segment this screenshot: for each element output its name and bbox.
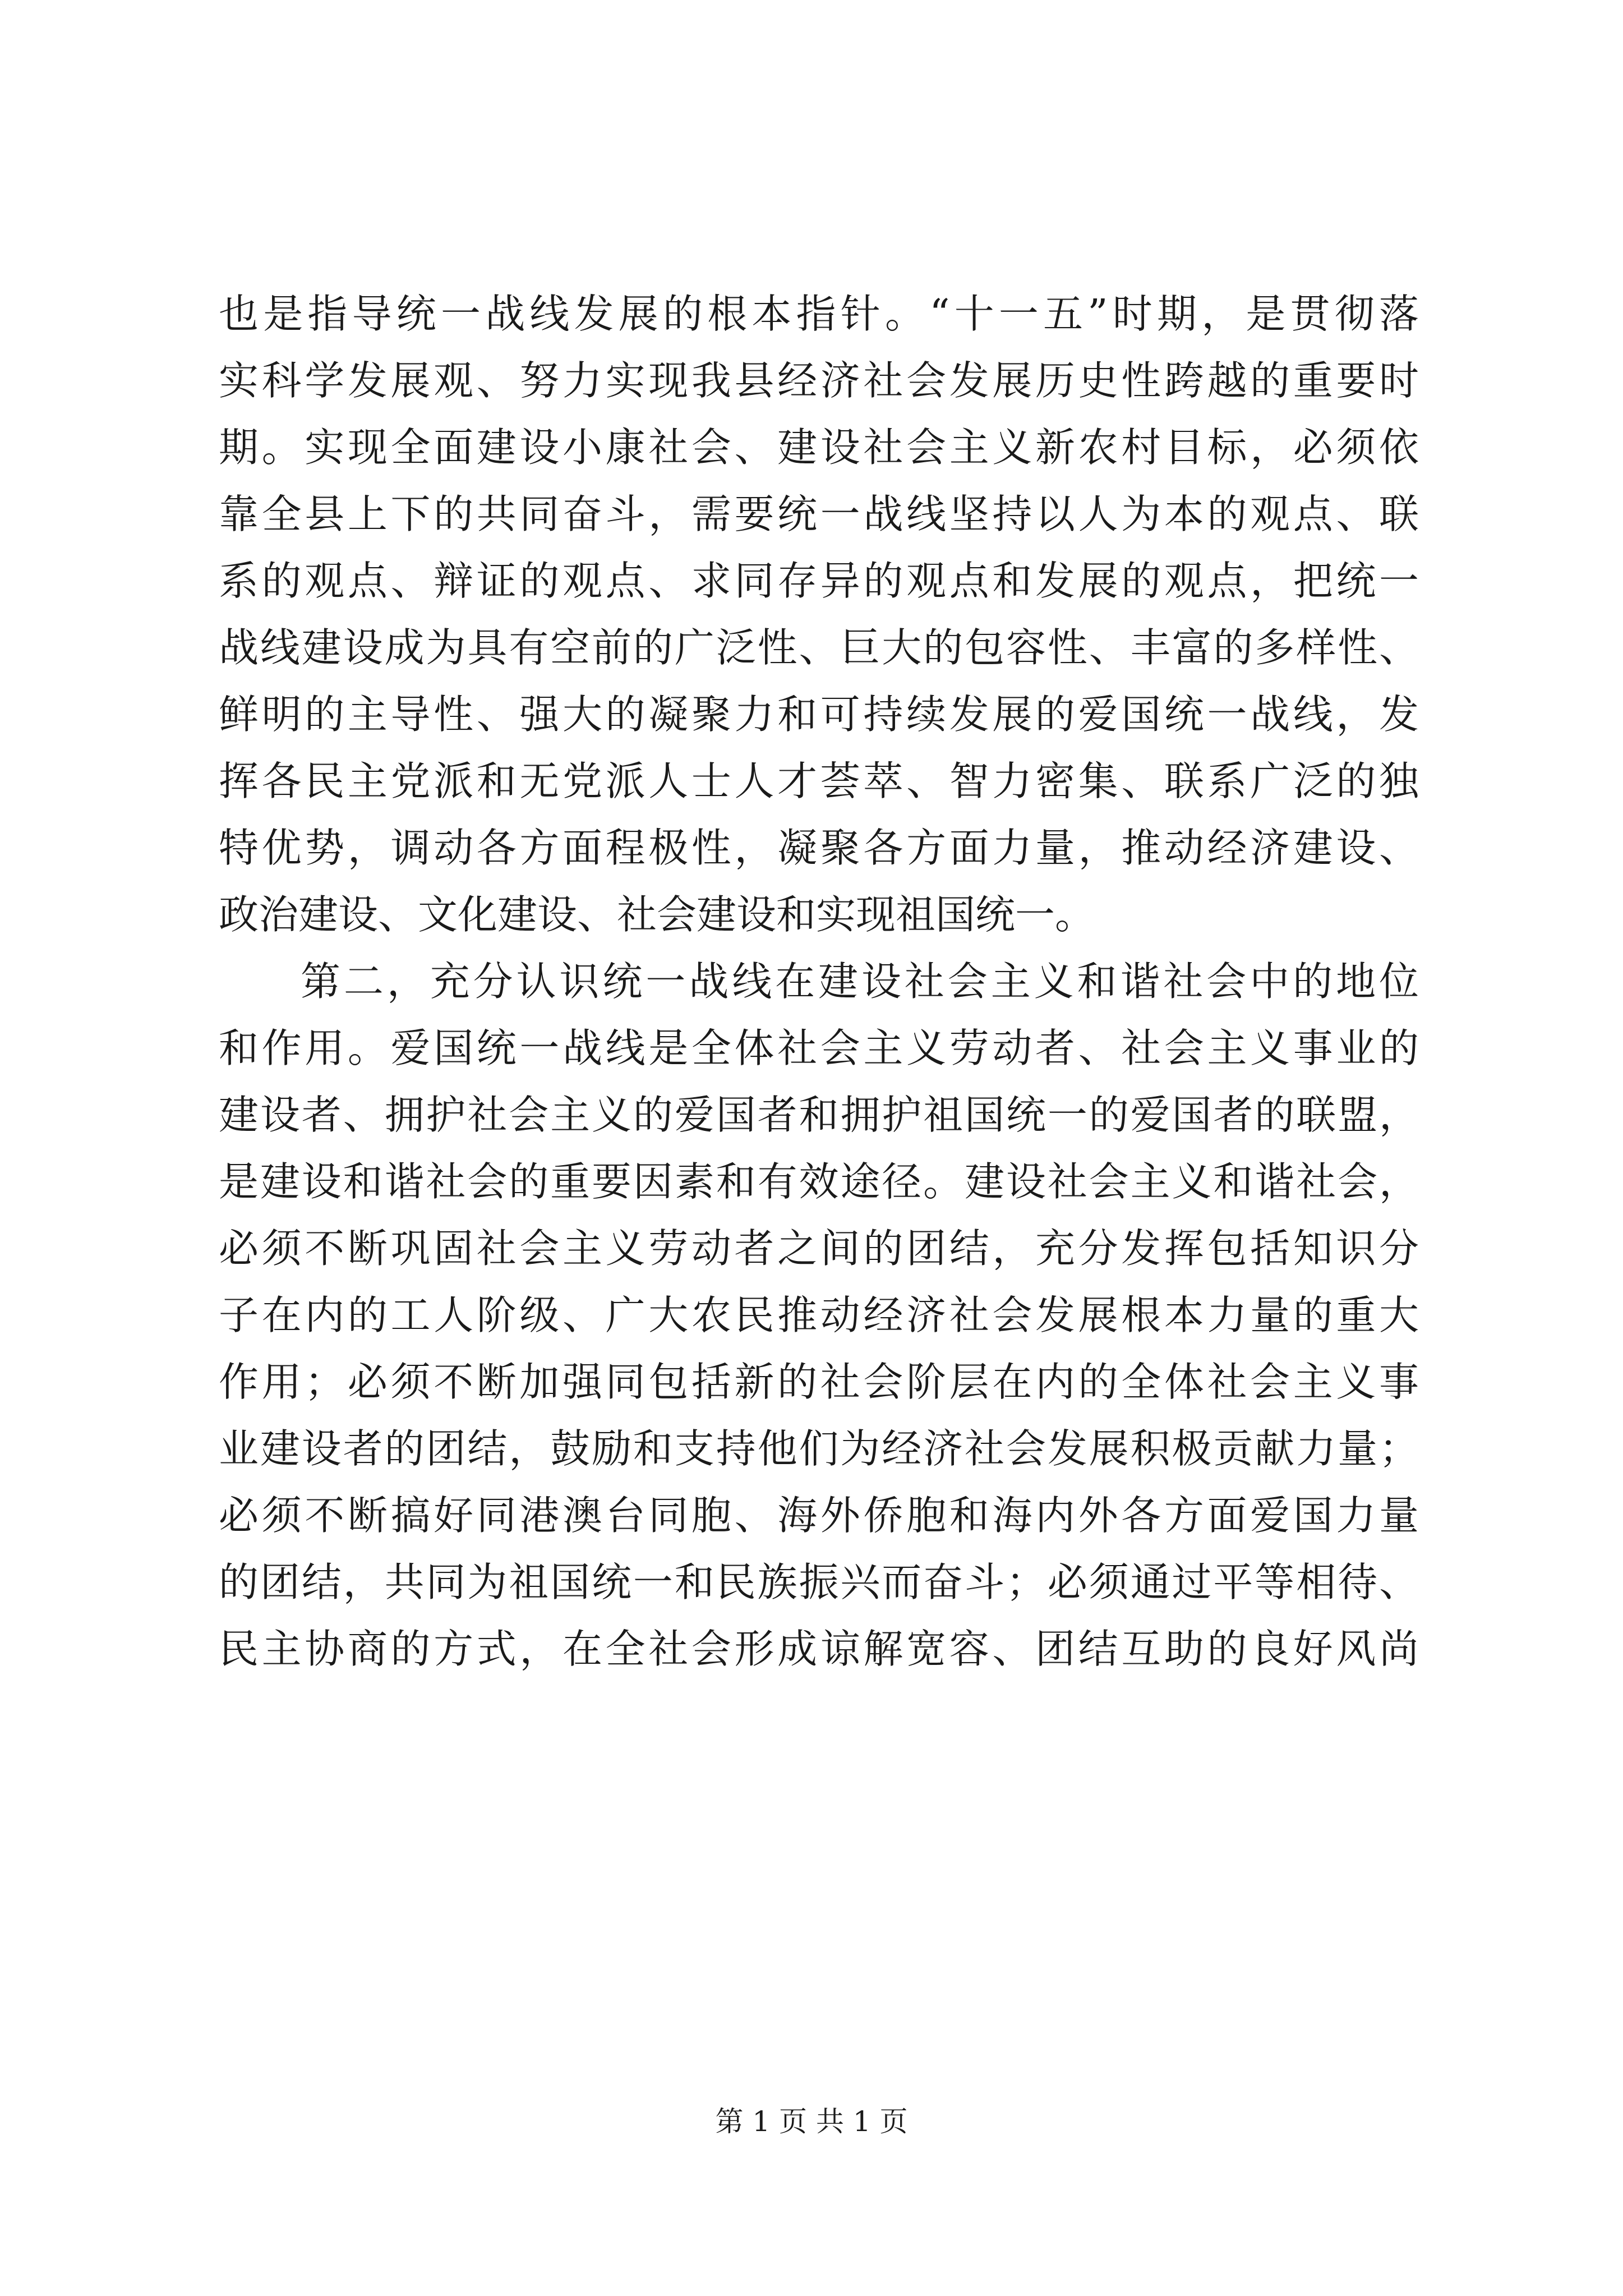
- text-line: 挥各民主党派和无党派人士人才荟萃、智力密集、联系广泛的独: [219, 758, 1419, 804]
- text-line: 建设者、拥护社会主义的爱国者和拥护祖国统一的爱国者的联盟，: [219, 1092, 1419, 1138]
- text-line: 特优势，调动各方面程极性，凝聚各方面力量，推动经济建设、: [219, 825, 1419, 871]
- text-line: 也是指导统一战线发展的根本指针。“十一五”时期，是贯彻落: [219, 291, 1419, 337]
- text-line: 政治建设、文化建设、社会建设和实现祖国统一。: [219, 891, 1095, 938]
- text-line: 实科学发展观、努力实现我县经济社会发展历史性跨越的重要时: [219, 357, 1419, 404]
- body-text: [219, 280, 1419, 1682]
- text-line: 民主协商的方式，在全社会形成谅解宽容、团结互助的良好风尚: [219, 1626, 1419, 1672]
- text-line: 必须不断巩固社会主义劳动者之间的团结，充分发挥包括知识分: [219, 1225, 1419, 1272]
- text-line: 子在内的工人阶级、广大农民推动经济社会发展根本力量的重大: [219, 1292, 1419, 1338]
- page-footer: 第 1 页 共 1 页: [715, 2105, 908, 2138]
- text-line: 是建设和谐社会的重要因素和有效途径。建设社会主义和谐社会，: [219, 1158, 1419, 1205]
- text-line: 期。实现全面建设小康社会、建设社会主义新农村目标，必须依: [219, 424, 1419, 471]
- text-line: 系的观点、辩证的观点、求同存异的观点和发展的观点，把统一: [219, 558, 1419, 604]
- text-line: 的团结，共同为祖国统一和民族振兴而奋斗；必须通过平等相待、: [219, 1559, 1419, 1605]
- text-line: 作用；必须不断加强同包括新的社会阶层在内的全体社会主义事: [219, 1359, 1419, 1405]
- text-line: 必须不断搞好同港澳台同胞、海外侨胞和海内外各方面爱国力量: [219, 1492, 1419, 1539]
- text-line: 业建设者的团结，鼓励和支持他们为经济社会发展积极贡献力量；: [219, 1425, 1419, 1472]
- text-line: 战线建设成为具有空前的广泛性、巨大的包容性、丰富的多样性、: [219, 624, 1419, 671]
- text-line: 第二，充分认识统一战线在建设社会主义和谐社会中的地位: [301, 958, 1419, 1005]
- text-line: 靠全县上下的共同奋斗，需要统一战线坚持以人为本的观点、联: [219, 491, 1419, 537]
- text-line: 和作用。爱国统一战线是全体社会主义劳动者、社会主义事业的: [219, 1025, 1419, 1071]
- text-line: 鲜明的主导性、强大的凝聚力和可持续发展的爱国统一战线，发: [219, 691, 1419, 738]
